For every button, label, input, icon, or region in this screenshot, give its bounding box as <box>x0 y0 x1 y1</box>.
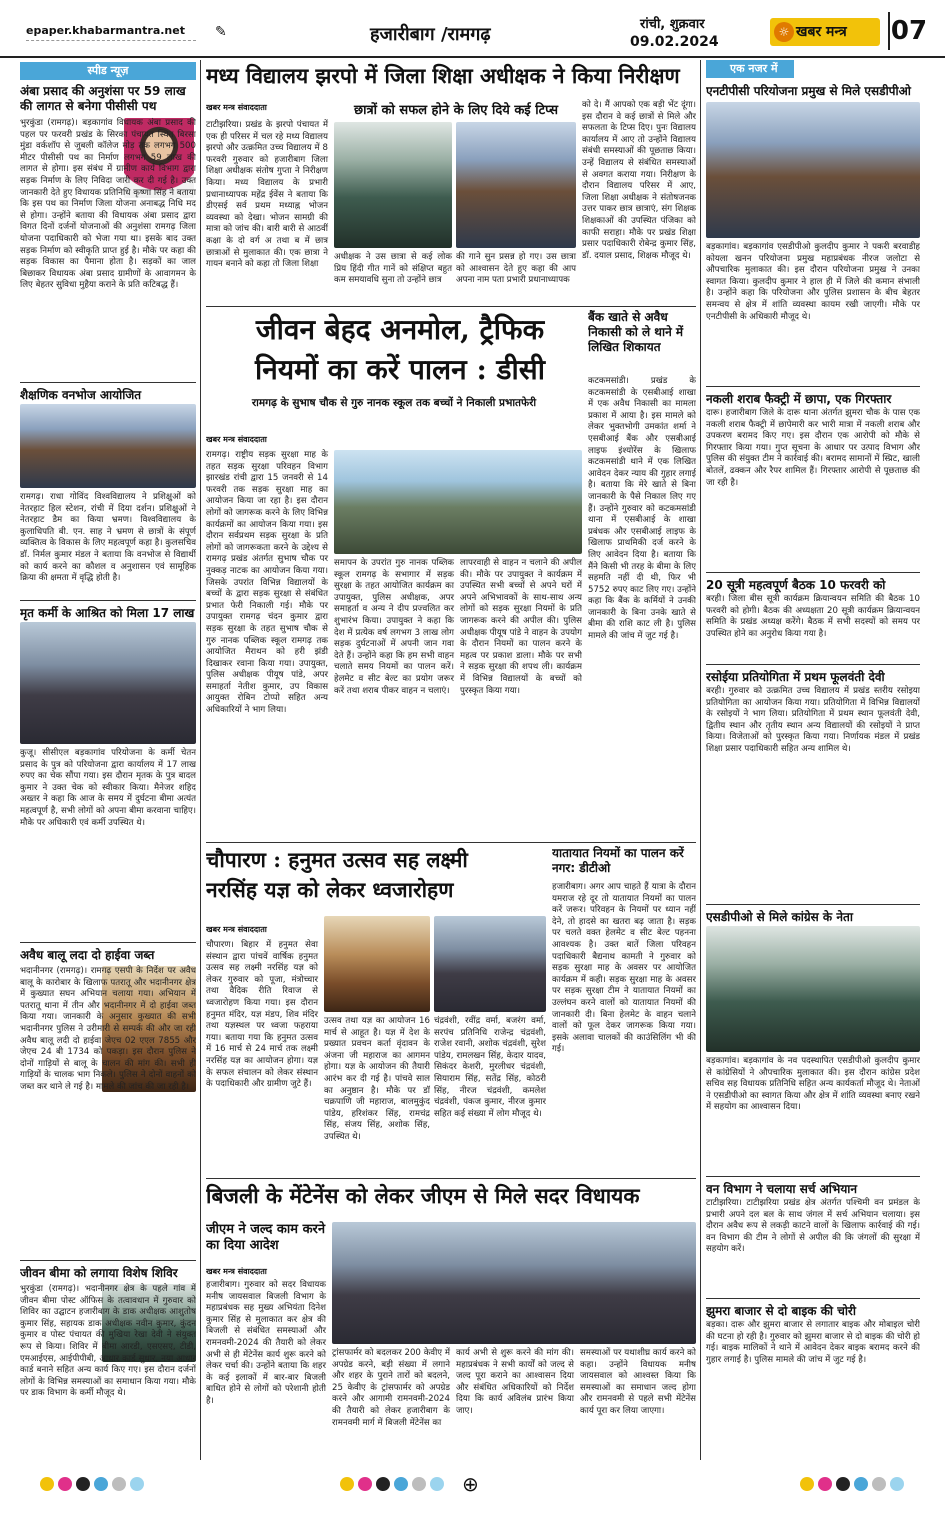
story-body: भदानीनगर (रामगढ़)। रामगढ़ एसपी के निर्देश पर अवैध बालू के कारोबार के खिलाफ पतरातू और भदानीनगर क्षेत्र में कुख्यात सघन अभियान चलाया गया। अभियान में पतरातू थाना में तीन और भदानीनगर में दो हाईवा जब्त किया गया। जानकारी के अनुसार कुख्यात की सभी भदानीनगर पुलिस ने उरीमारी से सम्पर्क की और जा रही अवैध बालू लदी दो हाईवा जेएच 02 एएल 7855 और जेएच 24 बी 1734 को पकड़ा। इस दौरान पुलिस ने दोनों गाड़ियों से बालू के चालन की मांग की। सभी ही गाड़ियों के चालक भाग निकले। पुलिस ने दोनों वाहनों को जब्त कर थाने ले गई है। मामले की जांच की जा रही है। <box>20 966 196 1092</box>
news-photo <box>334 122 452 248</box>
speed-news-label: स्पीड न्यूज़ <box>20 62 196 80</box>
story-body: कुजू। सीसीएल बड़कागांव परियोजना के कर्मी चेतन प्रसाद के पुत्र को परियोजना द्वारा कार्यालय में 17 लाख रुपए का चेक सौंपा गया। इस दौरान मृतक के पुत्र बादल कुमार ने उक्त चेक को स्वीकार किया। मैनेजर शहिद अख्तर ने कहा कि आज के समय में दुर्घटना बीमा अत्यंत महत्वपूर्ण है, सभी लोगों को अपना बीमा करवाना चाहिए। मौके पर अधिकारी एवं कर्मी उपस्थित थे। <box>20 748 196 828</box>
registration-dot <box>412 1477 426 1491</box>
story-body: भुरकुंडा (रामगढ़)। भदानीनगर क्षेत्र के पहले गांव में जीवन बीमा पोस्ट ऑफिस के तत्वावधान में गुरुवार को शिविर का उद्घाटन हजारीबाग के डाक अधीक्षक आशुतोष कुमार सिंह, सहायक डाक अधीक्षक नवीन कुमार, कुंदन कुमार व पोस्ट पंचायत की मुखिया रेखा देवी ने संयुक्त रूप से किया। शिविर में बीमा आरडी, एसएसए, टीडी, एमआईएस, आईपीपीबी, आधार कार्ड सुधार, नया आधार कार्ड बनाने सहित अन्य कार्य किए गए। इस दौरान दर्जनों लोगों के विभिन्न समस्याओं का समाधान किया गया। मौके पर डाक विभाग के कर्मी मौजूद थे। <box>20 1284 196 1399</box>
sub-headline: रामगढ़ के सुभाष चौक से गुरु नानक स्कूल तक बच्चों ने निकाली प्रभातफेरी <box>251 397 537 409</box>
news-photo <box>334 450 582 554</box>
divider <box>206 1178 696 1179</box>
divider <box>706 1298 920 1299</box>
sub-headline: जीएम ने जल्द काम करने का दिया आदेश <box>206 1222 326 1253</box>
divider <box>706 904 920 905</box>
registration-dot <box>340 1477 354 1491</box>
story-title[interactable]: एनटीपीसी परियोजना प्रमुख से मिले एसडीपीओ <box>706 84 911 98</box>
site-url[interactable]: epaper.khabarmantra.net <box>26 24 185 37</box>
story-title[interactable]: रसोईया प्रतियोगिता में प्रथम फूलवंती देवी <box>706 670 885 684</box>
column-divider <box>700 60 701 1460</box>
divider <box>20 1260 196 1261</box>
story-body: बरही। गुरुवार को उत्क्रमित उच्च विद्यालय में प्रखंड स्तरीय रसोइया प्रतियोगिता का आयोजन किया गया। प्रतियोगिता में विभिन्न विद्यालयों के रसोइयों ने भाग लिया। प्रतियोगिता में प्रथम स्थान फूलवंती देवी, द्वितीय स्थान और तृतीय स्थान अन्य विद्यालयों की रसोइयों ने प्राप्त किया। विजेताओं को पुरस्कृत किया गया। निर्णायक मंडल में प्रखंड शिक्षा प्रसार पदाधिकारी सहित अन्य शामिल थे। <box>706 686 920 754</box>
story-body: चौपारण। बिहार में हनुमत सेवा संस्थान द्वारा पांचवें वार्षिक हनुमत उत्सव सह लक्ष्मी नरसिंह यज्ञ को लेकर गुरुवार को पूजा, मंत्रोच्चार तथा वैदिक रीति रिवाज से ध्वजारोहण किया गया। इस दौरान हनुमत मंदिर, यज्ञ मंडप, शिव मंदिर तथा यज्ञस्थल पर ध्वजा फहराया गया। बताया गया कि हनुमत उत्सव में 16 मार्च से 24 मार्च तक लक्ष्मी नरसिंह यज्ञ का आयोजन होगा। यज्ञ के सफल संचालन को लेकर संस्थान के पदाधिकारी और ग्रामीण जुटे हैं। <box>206 940 318 1090</box>
registration-dot <box>94 1477 108 1491</box>
registration-dot <box>130 1477 144 1491</box>
story-body: कार्य अभी से शुरू करने की मांग की। महाप्रबंधक ने सभी कार्यों को जल्द से जल्द पूरा कराने का आश्वासन दिया और संबंधित अधिकारियों को निर्देश दिया कि कार्य अविलंब प्रारंभ किया जाए। <box>456 1348 574 1416</box>
registration-dot <box>836 1477 850 1491</box>
byline: खबर मन्त्र संवाददाता <box>206 925 267 934</box>
divider <box>206 842 696 843</box>
story-title[interactable]: मृत कर्मी के आश्रित को मिला 17 लाख <box>20 606 195 620</box>
story-body: को दे। मैं आपको एक बड़ी भेंट दूंगा। इस दौरान वे कई छात्रों से मिले और सफलता के टिप्स दिए। पुनः विद्यालय कार्यालय में आए तो उन्होंने विद्यालय संबंधी समस्याओं की पूछताछ किया। उन्हें विद्यालय से संबंधित समस्याओं से अवगत कराया गया। निरीक्षण के दौरान विद्यालय परिसर में आए, जिला शिक्षा अधीक्षक ने संतोषजनक उत्तर पाकर छात्र छात्राएं, संग शिक्षक शिक्षकाओं की उपस्थित पंजिका को काफी सराहा। मौके पर प्रखंड शिक्षा प्रसार पदाधिकारी रोबेन्द्र कुमार सिंह, डॉ. दयाल प्रसाद, शिक्षक मौजूद थे। <box>582 100 696 261</box>
story-body: लापरवाही से वाहन न चलाने की अपील की। मौके पर उपायुक्त ने कार्यक्रम में उपस्थित सभी बच्चों से अपने घरों में अपने अभिभावकों के साथ-साथ अन्य लोगों को सड़क सुरक्षा नियमों के प्रति जागरूक करने की अपील की। पुलिस अधीक्षक पीयूष पांडे ने वाहन के उपयोग के दौरान नियमों का पालन करने के महत्व पर प्रकाश डाला। मौके पर सभी ने सड़क सुरक्षा की शपथ ली। कार्यक्रम में विभिन्न विद्यालयों के बच्चों को पुरस्कृत किया गया। <box>460 558 582 696</box>
divider <box>706 664 920 665</box>
story-title[interactable]: जीवन बीमा को लगाया विशेष शिविर <box>20 1266 178 1280</box>
story-title[interactable]: अवैध बालू लदा दो हाईवा जब्त <box>20 948 155 962</box>
column-divider <box>200 60 201 1460</box>
story-body: टाटीझरिया। टाटीझरिया प्रखंड क्षेत्र अंतर्गत पश्चिमी वन प्रमंडल के प्रभारी अपने दल बल के साथ जंगल में सर्च अभियान चलाया। इस दौरान अवैध रूप से लकड़ी काटने वालों के खिलाफ कार्रवाई की गई। वन विभाग की टीम ने लोगों से अपील की कि जंगलों की सुरक्षा में सहयोग करें। <box>706 1198 920 1255</box>
story-body: कटकमसांडी। प्रखंड के कटकमसांडी के एसबीआई शाखा में एक अवैध निकासी का मामला प्रकाश में आया है। इस मामले को लेकर भुक्तभोगी उमकांत शर्मा ने एसबीआई बैंक और एसबीआई लाइफ इंश्योरेंस के खिलाफ कटकमसांडी थाने में एक लिखित आवेदन देकर न्याय की गुहार लगाई है। बताया कि मेरे खाते से बिना जानकारी के पैसे निकाल लिए गए हैं। उन्होंने गुरुवार को कटकमसांडी थाना में एसबीआई के शाखा प्रबंधक और एसबीआई लाइफ के खिलाफ प्राथमिकी दर्ज करने के लिए आवेदन दिया है। बताया कि मैंने किसी भी तरह के बीमा के लिए सहमति नहीं दी थी, फिर भी 5752 रुपए काट लिए गए। उन्होंने कहा कि बैंक के कर्मियों ने उनकी जानकारी के बिना उनके खाते से बीमा की राशि काट ली है। पुलिस मामले की जांच में जुट गई है। <box>588 376 696 642</box>
story-title[interactable]: झुमरा बाजार से दो बाइक की चोरी <box>706 1304 856 1318</box>
story-body: रामगढ़। राधा गोविंद विश्वविद्यालय ने प्रशिक्षुओं को नेतरहाट हिल स्टेशन, रांची में दिया दर्शन। प्रशिक्षुओं ने नेतरहाट डैम का किया भ्रमण। विश्वविद्यालय के कुलाधिपति बी. एन. साह ने भ्रमण से छात्रों के संपूर्ण व्यक्तित्व के विकास के लिए महत्वपूर्ण कहा है। कुलसचिव डॉ. निर्मल कुमार मंडल ने बताया कि वनभोज से विद्यार्थी को कार्य करने का कौशल व अनुशासन एवं सामूहिक क्रिया की क्षमता में वृद्धि होती है। <box>20 492 196 584</box>
story-body: समस्याओं पर यथाशीघ्र कार्य करने को कहा। उन्होंने विधायक मनीष जायसवाल को आश्वस्त किया कि समस्याओं का समाधान जल्द होगा और रामनवमी से पहले सभी मेंटेनेंस कार्य पूरा कर लिया जाएगा। <box>580 1348 696 1416</box>
registration-dot <box>890 1477 904 1491</box>
header-divider <box>26 40 196 41</box>
section-title: हजारीबाग /रामगढ़ <box>370 24 491 45</box>
news-photo <box>20 404 196 488</box>
ek-najar-badge: एक नजर में <box>706 60 794 78</box>
divider <box>706 572 920 573</box>
registration-dot <box>800 1477 814 1491</box>
news-photo <box>434 916 546 1012</box>
headline[interactable]: मध्य विद्यालय झरपो में जिला शिक्षा अधीक्षक ने किया निरीक्षण <box>206 63 680 88</box>
story-title[interactable]: एसडीपीओ से मिले कांग्रेस के नेता <box>706 910 853 924</box>
brand-mark-icon: ☼ <box>774 22 794 42</box>
story-title[interactable]: नकली शराब फैक्ट्री में छापा, एक गिरफ्तार <box>706 392 892 406</box>
story-title[interactable]: यातायात नियमों का पालन करें नगर: डीटीओ <box>552 846 684 875</box>
divider <box>20 942 196 943</box>
story-body: बड़का। दारू और झुमरा बाजार से लगातार बाइक और मोबाइल चोरी की घटना हो रही है। गुरुवार को झुमरा बाजार से दो बाइक की चोरी हो गई। बाइक मालिकों ने थाने में आवेदन देकर बाइक बरामद करने की गुहार लगाई है। पुलिस मामले की जांच में जुट गई है। <box>706 1320 920 1365</box>
brand-name: खबर मन्त्र <box>796 24 847 40</box>
story-body: ट्रांसफार्मर को बदलकर 200 केवीए में अपग्रेड करने, बड़ी संख्या में लगाने और शहर के पुराने तारों को बदलने, 25 केवीए के ट्रांसफार्मर को अपग्रेड करने और आगामी रामनवमी-2024 की तैयारी को लेकर हजारीबाग के रामनवमी मार्ग में बिजली मेंटेनेंस का <box>332 1348 450 1428</box>
news-photo <box>332 1222 696 1344</box>
chaupran-story <box>206 846 546 1176</box>
bank-story <box>588 310 696 840</box>
story-body: बड़कागांव। बड़कागांव एसडीपीओ कुलदीप कुमार ने पकरी बरवाडीह कोयला खनन परियोजना प्रमुख महाप्रबंधक नीरज जलोटा से औपचारिक मुलाकात की। इस दौरान परियोजना प्रमुख ने उनका स्वागत किया। कुलदीप कुमार ने हाल ही में जिले की कमान संभाली है। उन्होंने कहा कि परियोजना और पुलिस प्रशासन के बीच बेहतर समन्वय से क्षेत्र में शांति व्यवस्था कायम रखी जाएगी। मौके पर एनटीपीसी के अधिकारी मौजूद थे। <box>706 242 920 322</box>
story-body: की गाने सुन प्रसन्न हो गए। उस छात्रा को आश्वासन देते हुए कहा की आप अपना नाम पता प्रभारी प्रधानाध्यापक <box>456 252 576 286</box>
story-title[interactable]: 20 सूत्री महत्वपूर्ण बैठक 10 फरवरी को <box>706 578 886 592</box>
brand-logo <box>770 18 880 46</box>
story-body: बड़कागांव। बड़कागांव के नव पदस्थापित एसडीपीओ कुलदीप कुमार से कांग्रेसियों ने औपचारिक मुलाकात की। इस दौरान कांग्रेस प्रदेश सचिव सह विधायक प्रतिनिधि सहित अन्य कार्यकर्ता मौजूद थे। नेताओं ने एसडीपीओ का स्वागत किया और क्षेत्र में शांति व्यवस्था बनाए रखने में सहयोग का आश्वासन दिया। <box>706 1056 920 1113</box>
registration-dot <box>58 1477 72 1491</box>
story-body: टाटीझरिया। प्रखंड के झरपो पंचायत में एक ही परिसर में चल रहे मध्य विद्यालय झरपो और उत्क्रमित उच्च विद्यालय में 8 फरवरी गुरुवार को हजारीबाग जिला शिक्षा अधीक्षक संतोष गुप्ता ने निरीक्षण किया। मध्य विद्यालय के प्रभारी प्रधानाध्यापक महेंद्र ईवेंस ने बताया कि डीएसई सर्व प्रथम मध्याह्न भोजन व्यवस्था को देखा। भोजन सामग्री की मात्रा को जांच की। बारी बारी से आठवीं कक्षा के दो वर्ग अ तथा ब में छात्र छात्राओं से मुलाकात की। एक छात्रा ने गायन बनाने को कहा तो जिला शिक्षा <box>206 120 328 270</box>
color-registration-right <box>800 1476 908 1495</box>
registration-dot <box>818 1477 832 1491</box>
byline: खबर मन्त्र संवाददाता <box>206 435 267 444</box>
byline: खबर मन्त्र संवाददाता <box>206 1267 267 1276</box>
story-title[interactable]: शैक्षणिक वनभोज आयोजित <box>20 388 142 402</box>
crosshair-icon: ⊕ <box>462 1472 479 1496</box>
color-registration-center <box>340 1476 448 1495</box>
story-body: रामगढ़। राष्ट्रीय सड़क सुरक्षा माह के तहत सड़क सुरक्षा परिवहन विभाग झारखंड रांची द्वारा 15 जनवरी से 14 फरवरी तक सड़क सुरक्षा माह का आयोजन किया जा रहा है। इस दौरान लोगों को जागरूक करने के लिए विभिन्न कार्यक्रमों का आयोजन किया गया। इस दौरान सर्वप्रथम सड़क सुरक्षा के प्रति लोगों को जागरूकता करने के उद्देश्य से रामगढ़ प्रखंड अंतर्गत सुभाष चौक पर नुक्कड़ नाटक का आयोजन किया गया। जिसके उपरांत विभिन्न विद्यालयों के बच्चों के द्वारा सड़क सुरक्षा से संबंधित प्रभात फेरी निकाली गई। मौके पर उपायुक्त रामगढ़ चंदन कुमार द्वारा सड़क सुरक्षा के तहत सुभाष चौक से गुरु नानक पब्लिक स्कूल रामगढ़ तक आयोजित मैराथन को हरी झंडी दिखाकर रवाना किया गया। उपायुक्त, पुलिस अधीक्षक पीयूष पांडे, अपर समाहर्ता नेतीश कुमार, उप विकास आयुक्त रोबिन टोप्पो सहित अन्य अधिकारियों ने भाग लिया। <box>206 450 328 716</box>
news-photo <box>706 926 920 1052</box>
story-body: हजारीबाग। गुरुवार को सदर विधायक मनीष जायसवाल बिजली विभाग के महाप्रबंधक सह मुख्य अभियंता दिनेश कुमार सिंह से मुलाकात कर क्षेत्र की बिजली से संबंधित समस्याओं और रामनवमी-2024 की तैयारी को लेकर अभी से ही मेंटेनेंस कार्य शुरू करने को लेकर चर्चा की। उन्होंने बताया कि शहर के कई इलाकों में बार-बार बिजली बाधित होने से लोगों को परेशानी होती है। <box>206 1280 326 1406</box>
page-number: 07 <box>888 12 928 50</box>
story-body: हजारीबाग। अगर आप चाहते हैं यात्रा के दौरान यमराज रहे दूर तो यातायात नियमों का पालन करें जरूर। परिवहन के नियमों पर ध्यान नहीं देने, तो हादसे का खतरा बढ़ जाता है। सड़क पर चलते वक्त हेलमेट व सीट बेल्ट पहनना आवश्यक है। उक्त बातें जिला परिवहन पदाधिकारी बैद्यनाथ कामती ने गुरुवार को सड़क सुरक्षा माह के अवसर पर आयोजित कार्यक्रम में कही। सड़क सुरक्षा माह के अवसर पर सड़क सुरक्षा टीम ने यातायात नियमों का उल्लंघन करने वालों को यातायात नियमों की जानकारी दी। बिना हेलमेट के वाहन चलाने वालों को फूल देकर जागरूक किया गया। इसके अलावा चालकों की काउंसिलिंग भी की गई। <box>552 882 696 1055</box>
news-photo <box>456 122 576 248</box>
left-column <box>20 60 196 1460</box>
page-footer <box>0 1470 945 1510</box>
story-title[interactable]: वन विभाग ने चलाया सर्च अभियान <box>706 1182 858 1196</box>
registration-dot <box>872 1477 886 1491</box>
byline: खबर मन्त्र संवाददाता <box>206 103 267 112</box>
headline[interactable]: नियमों का करें पालन : डीसी <box>255 353 545 386</box>
divider <box>20 382 196 383</box>
registration-dot <box>394 1477 408 1491</box>
story-body: भुरकुंडा (रामगढ़)। बड़कागांव विधायक अंबा प्रसाद की पहल पर फरवरी प्रखंड के सिरका पंचायत स्थित बिरसा मुंडा वर्कशॉप से जुबली कॉलेज मोड़ तक लगभग 500 मीटर पीसीसी पथ का निर्माण लगभग 59 लाख की लागत से होगा। इस संबंध में ग्रामीण कार्य विभाग द्वारा सड़क निर्माण के लिए निविदा जारी कर दी गई है। उक्त जानकारी देते हुए विधायक प्रतिनिधि कृष्णा सिंह ने बताया कि इस पथ का निर्माण जिला योजना अनाबद्ध निधि मद से होगा। उन्होंने बताया की विधायक अंबा प्रसाद द्वारा विगत दिनों दर्जनों योजनाओं की अनुशंसा रामगढ़ जिला योजना पदाधिकारी को भेजा गया था। इसके बाद उक्त सड़क निर्माण को स्वीकृति प्राप्त हुई है। मौके पर कहा की सड़क विकास का पैमाना होता है। सड़कों का जाल बिछाकर विधायक अंबा प्रसाद ग्रामीणों के आवागमन के लिए बेहतर सुविधा मुहैया कराने के प्रति कटिबद्ध हैं। <box>20 118 196 291</box>
story-body: अधीक्षक ने उस छात्रा से कई लोक प्रिय हिंदी गीत गानें को संक्षिप्त बहुत कम समयावधि सुना तो उन्होंने छात्र <box>334 252 452 286</box>
headline[interactable]: नरसिंह यज्ञ को लेकर ध्वजारोहण <box>206 877 454 902</box>
traffic-story <box>206 310 582 840</box>
ek-najar-label <box>706 60 920 78</box>
story-title[interactable]: अंबा प्रसाद की अनुशंसा पर 59 लाख की लागत से बनेगा पीसीसी पथ <box>20 84 186 113</box>
story-body: बरही। जिला बीस सूत्री कार्यक्रम क्रियान्वयन समिति की बैठक 10 फरवरी को होगी। बैठक की अध्यक्षता 20 सूत्री कार्यक्रम क्रियान्वयन समिति के प्रखंड अध्यक्ष करेंगे। बैठक में सभी सदस्यों को समय पर उपस्थित होने का अनुरोध किया गया है। <box>706 594 920 639</box>
bijli-story <box>206 1182 696 1462</box>
registration-dot <box>430 1477 444 1491</box>
page-header <box>0 0 945 58</box>
story-body: चंद्रवंशी, रवींद्र वर्मा, बजरंग वर्मा, सरपंच प्रतिनिधि राजेन्द्र चंद्रवंशी, राजेश रवानी, अशोक चंद्रवंशी, सुरेश पांडेय, रामलखन सिंह, केदार यादव, सिकंदर केशरी, मुरलीधर चंद्रवंशी, सियाराम सिंह, सतेंद्र सिंह, कोठरी सिंह, नीरज चंद्रवंशी, कमलेश चंद्रवंशी, पंकज कुमार, नीरज कुमार सहित कई संख्या में लोग मौजूद थे। <box>434 1016 546 1119</box>
story-title[interactable]: बैंक खाते से अवैध निकासी को ले थाने में लिखित शिकायत <box>588 310 684 354</box>
divider <box>706 1176 920 1177</box>
registration-dot <box>358 1477 372 1491</box>
headline[interactable]: बिजली के मेंटेनेंस को लेकर जीएम से मिले सदर विधायक <box>206 1183 640 1208</box>
divider <box>206 306 696 307</box>
news-photo <box>706 102 920 238</box>
header-date: 09.02.2024 <box>630 34 719 50</box>
cursor-icon: ✎ <box>215 24 227 40</box>
sub-headline: छात्रों को सफल होने के लिए दिये कई टिप्स <box>353 103 558 118</box>
color-registration-left <box>40 1476 148 1495</box>
registration-dot <box>76 1477 90 1491</box>
news-photo <box>20 622 196 744</box>
divider <box>20 600 196 601</box>
divider <box>706 386 920 387</box>
registration-dot <box>376 1477 390 1491</box>
registration-dot <box>40 1477 54 1491</box>
story-body: समापन के उपरांत गुरु नानक पब्लिक स्कूल रामगढ़ के सभागार में सड़क सुरक्षा के तहत आयोजित कार्यक्रम का उपायुक्त, पुलिस अधीक्षक, अपर समाहर्ता व अन्य ने दीप प्रज्वलित कर शुभारंभ किया। उपायुक्त ने कहा कि देश में प्रत्येक वर्ष लगभग 3 लाख लोग सड़क दुर्घटनाओं में अपनी जान गवा देते हैं। उन्होंने कहा कि हम सभी वाहन चलाते समय नियमों का पालन करें। हेलमेट व सीट बेल्ट का प्रयोग जरूर करें तथा शराब पीकर वाहन न चलाएं। <box>334 558 454 696</box>
story-body: उत्सव तथा यज्ञ का आयोजन 16 मार्च से आहूत है। यज्ञ में देश के प्रख्यात प्रवचन कर्ता वृंदावन के अंजना जी महाराज का आगमन होगा। यज्ञ के आयोजन की तैयारी आरंभ कर दी गई है। पांचवे साल का अनुष्ठान है। मौके पर डॉ चक्रपाणि जी महाराज, बालमुकुंद पांडेय, हरिशंकर सिंह, रामचंद्र सिंह, संजय सिंह, अशोक सिंह, उपस्थित थे। <box>324 1016 430 1142</box>
story-body: दारू। हजारीबाग जिले के दारू थाना अंतर्गत झुमरा चौक के पास एक नकली शराब फैक्ट्री में छापेमारी कर भारी मात्रा में नकली शराब और उपकरण बरामद किए गए। इस दौरान एक आरोपी को मौके से गिरफ्तार किया गया। गुप्त सूचना के आधार पर उत्पाद विभाग और पुलिस की संयुक्त टीम ने कार्रवाई की। बरामद सामानों में स्प्रिट, खाली बोतलें, ढक्कन और रैपर शामिल हैं। गिरफ्तार आरोपी से पूछताछ की जा रही है। <box>706 408 920 488</box>
right-column <box>706 60 920 1460</box>
header-place-day: रांची, शुक्रवार <box>640 17 705 32</box>
top-story <box>206 60 696 304</box>
yatayat-story <box>552 846 696 1176</box>
headline[interactable]: जीवन बेहद अनमोल, ट्रैफिक <box>255 313 545 346</box>
news-photo <box>324 916 430 1012</box>
headline[interactable]: चौपारण : हनुमत उत्सव सह लक्ष्मी <box>206 847 468 872</box>
registration-dot <box>854 1477 868 1491</box>
registration-dot <box>112 1477 126 1491</box>
